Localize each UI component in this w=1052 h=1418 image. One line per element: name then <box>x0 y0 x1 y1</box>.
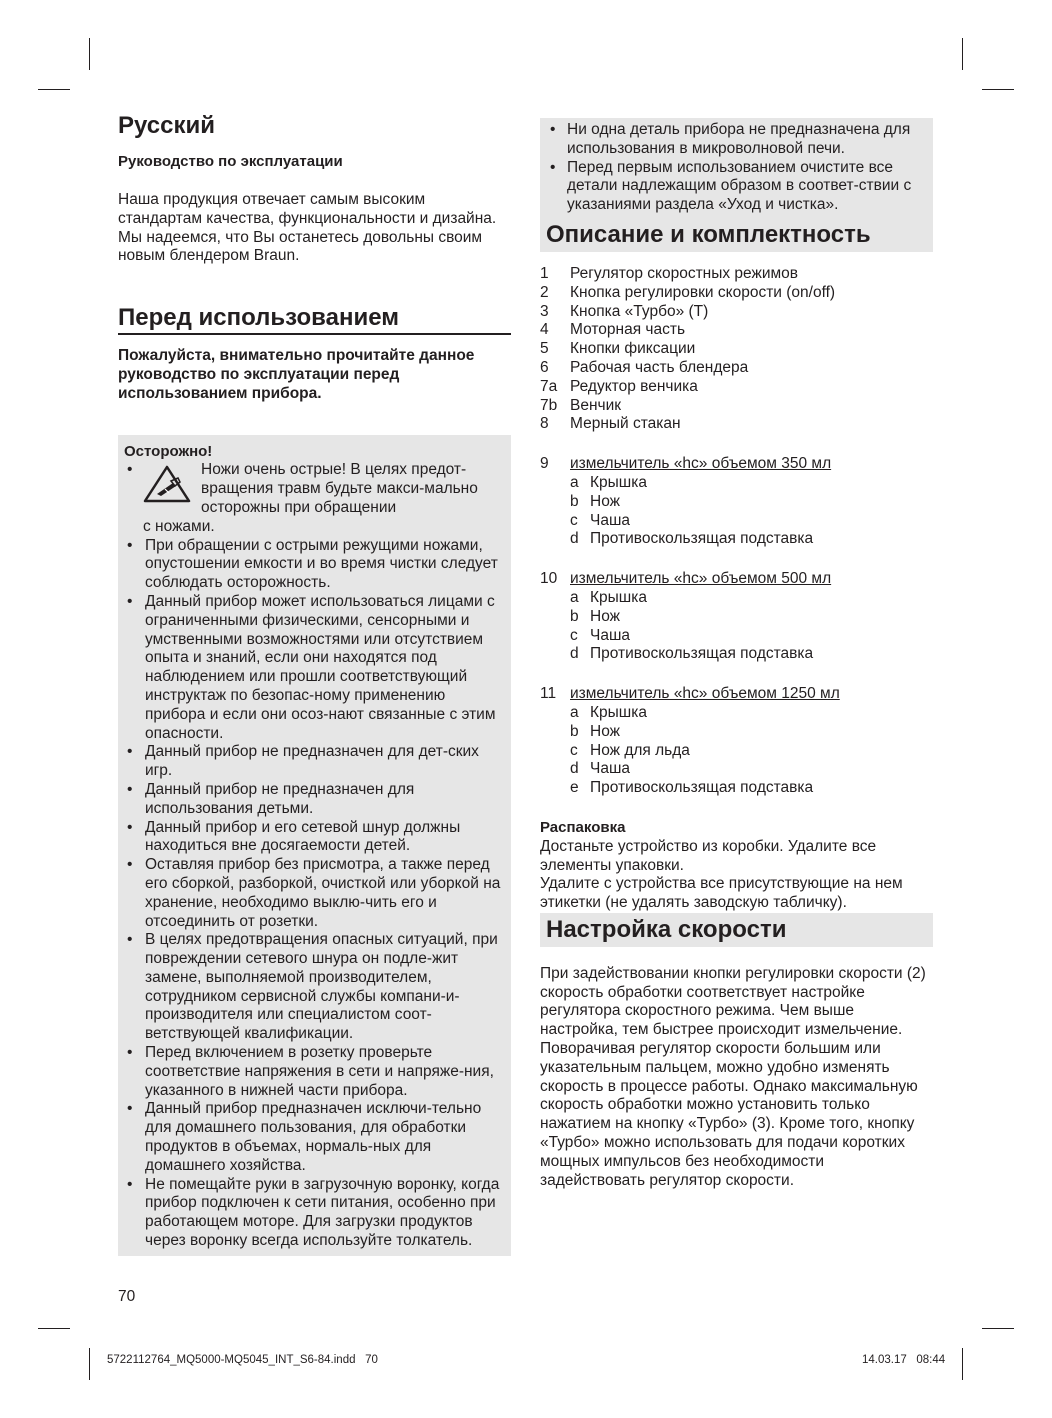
intro-paragraph: Наша продукция отвечает самым высоким стандартам качества, функциональности и дизайна. <box>118 191 497 227</box>
sub-letter: b <box>570 607 579 625</box>
part-label: Регулятор скоростных режимов <box>570 264 799 282</box>
unpacking-paragraph: Удалите с устройства все присутствующие на нем этикетки (не удалять заводскую табличку). <box>540 875 903 912</box>
caution-item <box>118 461 511 536</box>
page-number: 70 <box>118 1288 136 1305</box>
list-item <box>540 284 933 303</box>
safety-item: • Перед первым использованием очистите все детали надлежащим образом в соответ-ствии с указаниями раздела «Уход и чистка». <box>540 159 933 215</box>
print-date: 14.03.17 08:44 <box>862 1354 946 1366</box>
list-item <box>540 742 933 761</box>
part-label: Кнопки фиксации <box>570 340 696 358</box>
part-label: Кнопка «Турбо» (T) <box>570 302 709 320</box>
part-label: Редуктор венчика <box>570 377 698 395</box>
chopper-1250-title <box>540 685 933 704</box>
sub-letter: d <box>570 530 579 548</box>
list-item <box>540 627 933 646</box>
caution-item: • Данный прибор и его сетевой шнур должны находиться вне досягаемости детей. <box>118 819 511 857</box>
sub-label: Нож <box>590 607 621 625</box>
part-number: 2 <box>540 283 549 301</box>
chopper-500-title <box>540 570 933 589</box>
part-label: Кнопка регулировки скорости (on/off) <box>570 283 836 301</box>
caution-item: • При обращении с острыми режущими ножами, опустошении емкости и во время чистки следует соблюдать осторожность. <box>118 537 511 593</box>
part-label: измельчитель «hc» объемом 1250 мл <box>570 685 840 703</box>
sub-label: Нож для льда <box>590 741 690 759</box>
sub-letter: a <box>570 703 579 721</box>
caution-item: • Данный прибор не предназначен для дет-ских игр. <box>118 743 511 781</box>
part-number: 8 <box>540 415 549 433</box>
intro-paragraph: Мы надеемся, что Вы останетесь довольны своим новым блендером Braun. <box>118 228 483 265</box>
part-label: измельчитель «hc» объемом 500 мл <box>570 570 832 588</box>
caution-list <box>118 537 511 1251</box>
safety-item: • Ни одна деталь прибора не предназначена для использования в микроволновой печи. <box>540 121 933 159</box>
list-item <box>540 378 933 397</box>
language-heading: Русский <box>118 112 215 139</box>
list-item <box>540 340 933 359</box>
print-file-info: 5722112764_MQ5000-MQ5045_INT_S6-84.indd 70 <box>107 1354 378 1366</box>
sub-label: Крышка <box>590 703 647 721</box>
list-item <box>540 530 933 549</box>
safety-list <box>540 121 933 215</box>
part-label: Мерный стакан <box>570 415 681 433</box>
part-label: Рабочая часть блендера <box>570 358 749 376</box>
sub-label: Чаша <box>590 760 631 778</box>
description-heading: Описание и комплектность <box>540 218 933 252</box>
sub-label: Нож <box>590 722 621 740</box>
part-number: 6 <box>540 358 549 376</box>
crop-mark <box>38 1328 70 1329</box>
part-label: Моторная часть <box>570 321 686 339</box>
part-label: измельчитель «hc» объемом 350 мл <box>570 455 832 473</box>
list-item <box>540 512 933 531</box>
part-number: 7a <box>540 377 558 395</box>
before-use-heading: Перед использованием <box>118 303 511 335</box>
caution-item-text: с ножами. <box>143 517 215 535</box>
right-column <box>540 118 933 1190</box>
list-item <box>540 474 933 493</box>
list-item <box>540 760 933 779</box>
crop-mark <box>38 89 70 90</box>
read-manual-notice: Пожалуйста, внимательно прочитайте данное руководство по эксплуатации перед использованием прибора. <box>118 347 475 402</box>
sharp-blade-warning-icon <box>143 465 191 503</box>
list-item <box>540 589 933 608</box>
sub-letter: d <box>570 645 579 663</box>
list-item <box>540 303 933 322</box>
list-item <box>540 779 933 798</box>
caution-item-text: Ножи очень острые! В целях предот-вращения травм будьте макси-мально осторожны при обращении <box>201 461 478 516</box>
parts-list <box>540 265 933 798</box>
chopper-350-title <box>540 455 933 474</box>
sub-letter: b <box>570 722 579 740</box>
list-item <box>540 704 933 723</box>
sub-letter: e <box>570 779 579 797</box>
sub-letter: c <box>570 741 578 759</box>
list-item <box>540 397 933 416</box>
list-item <box>540 645 933 664</box>
list-item <box>540 265 933 284</box>
crop-mark <box>982 89 1014 90</box>
caution-item: • Оставляя прибор без присмотра, а также перед его сборкой, разборкой, очисткой или уборкой на хранение, необходимо выклю-чить его и отсоединить от розетки. <box>118 856 511 931</box>
crop-mark <box>982 1328 1014 1329</box>
part-number: 4 <box>540 321 549 339</box>
sub-letter: c <box>570 626 578 644</box>
crop-mark <box>962 1348 963 1380</box>
sub-label: Крышка <box>590 588 647 606</box>
safety-continued-box <box>540 118 933 218</box>
caution-box <box>118 435 511 1256</box>
manual-title: Руководство по эксплуатации <box>118 153 343 170</box>
list-item <box>540 493 933 512</box>
caution-title: Осторожно! <box>124 442 213 460</box>
caution-item: • Перед включением в розетку проверьте соответствие напряжения в сети и напряже-ния, указанного в нижней части прибора. <box>118 1044 511 1100</box>
unpacking-title: Распаковка <box>540 818 626 836</box>
part-number: 10 <box>540 570 558 588</box>
caution-item: • Данный прибор не предназначен для использования детьми. <box>118 781 511 819</box>
list-item <box>540 723 933 742</box>
speed-paragraph: При задействовании кнопки регулировки скорости (2) скорость обработки соответствует настройке регулятора скоростного режима. Чем выше настройка, тем быстрее происходит измельчение. Поворачивая регулятор скорости большим или указательным пальцем, можно удобно изменять скорость в процессе работы. Однако максимальную скорость обработки можно установить только нажатием на кнопку «Турбо» (3). Кроме того, кнопку «Турбо» можно использовать для подачи коротких мощных импульсов без необходимости задействовать регулятор скорости. <box>540 964 926 1189</box>
sub-letter: a <box>570 473 579 491</box>
caution-item: • Не помещайте руки в загрузочную воронку, когда прибор подключен к сети питания, особенно при работающем моторе. Для загрузки продуктов через воронку всегда используйте толкатель. <box>118 1176 511 1251</box>
sub-label: Чаша <box>590 511 631 529</box>
unpacking-paragraph: Достаньте устройство из коробки. Удалите все элементы упаковки. <box>540 837 877 874</box>
caution-item: • Данный прибор может использоваться лицами с ограниченными физическими, сенсорными и умственными возможностями или отсутствием опыта и знаний, если они находятся под наблюдением или прошли соответствующий инструктаж по безопас-ному применению прибора и если они осоз-нают связанные с этим опасности. <box>118 593 511 743</box>
sub-label: Противоскользящая подставка <box>590 779 814 797</box>
part-number: 3 <box>540 302 549 320</box>
sub-letter: a <box>570 588 579 606</box>
crop-mark <box>89 38 90 70</box>
sub-label: Нож <box>590 492 621 510</box>
list-item <box>540 321 933 340</box>
part-number: 7b <box>540 396 558 414</box>
speed-heading: Настройка скорости <box>540 913 933 947</box>
sub-label: Противоскользящая подставка <box>590 530 814 548</box>
sub-label: Противоскользящая подставка <box>590 645 814 663</box>
list-item <box>540 608 933 627</box>
sub-letter: b <box>570 492 579 510</box>
crop-mark <box>962 38 963 70</box>
list-item <box>540 415 933 434</box>
part-number: 9 <box>540 455 549 473</box>
sub-letter: c <box>570 511 578 529</box>
part-number: 5 <box>540 340 549 358</box>
left-column <box>118 110 511 1256</box>
sub-letter: d <box>570 760 579 778</box>
part-number: 11 <box>540 685 557 703</box>
caution-item: • Данный прибор предназначен исключи-тельно для домашнего пользования, для обработки продуктов в объемах, нормаль-ных для домашнего хозяйства. <box>118 1100 511 1175</box>
sub-label: Крышка <box>590 473 647 491</box>
part-label: Венчик <box>570 396 622 414</box>
list-item <box>540 359 933 378</box>
crop-mark <box>89 1348 90 1380</box>
caution-item: • В целях предотвращения опасных ситуаций, при повреждении сетевого шнура он подле-жит замене, выполняемой производителем, сотрудником сервисной службы компани-и-производителя или специалистом соот-ветствующей квалификации. <box>118 931 511 1044</box>
part-number: 1 <box>540 264 549 282</box>
sub-label: Чаша <box>590 626 631 644</box>
